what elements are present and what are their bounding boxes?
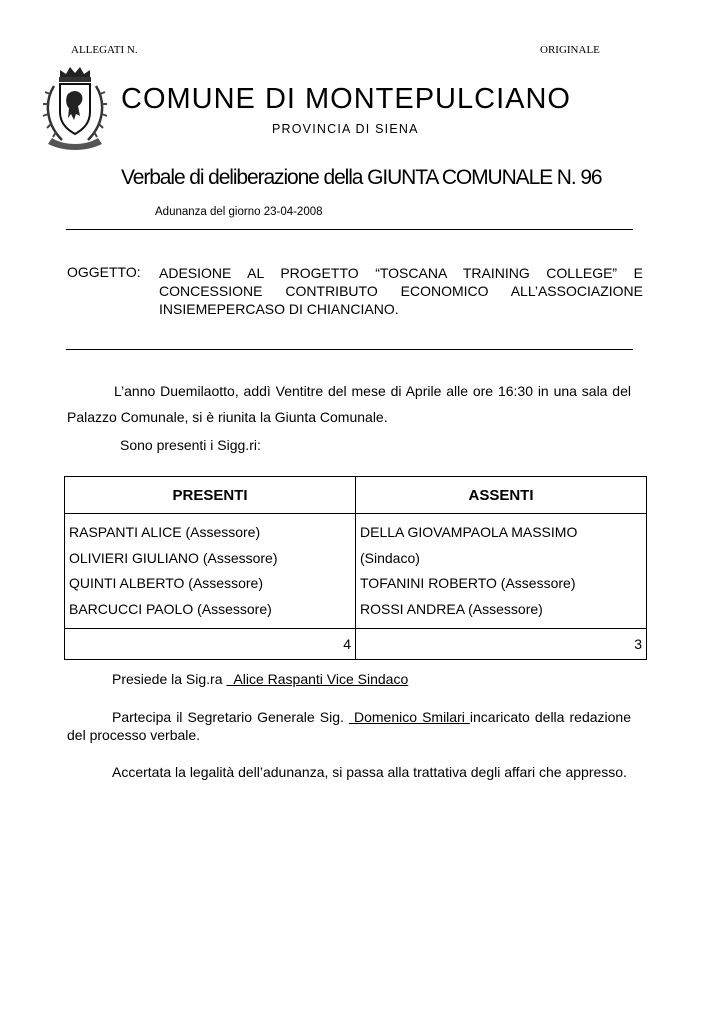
presenti-header: PRESENTI — [65, 477, 356, 514]
table-row — [65, 514, 647, 629]
province-subtitle: PROVINCIA DI SIENA — [272, 122, 419, 136]
meeting-intro-paragraph: L’anno Duemilaotto, addì Ventitre del mese di Aprile alle ore 16:30 in una sala del Palazzo Comunale, si è riunita la Giunta Comunale. — [67, 383, 631, 425]
secretary-suffix: incaricato della redazione del processo verbale. — [67, 709, 631, 743]
secretary-prefix: Partecipa il Segretario Generale Sig. — [112, 709, 349, 725]
divider — [66, 349, 633, 350]
attendance-table — [64, 476, 647, 660]
presiding-line — [112, 671, 408, 687]
list-item: TOFANINI ROBERTO (Assessore) — [360, 575, 576, 591]
divider — [66, 229, 633, 230]
originale-label: ORIGINALE — [540, 44, 600, 56]
presenti-count: 4 — [65, 629, 356, 660]
montepulciano-crest-icon — [42, 64, 108, 152]
attendees-intro: Sono presenti i Sigg.ri: — [120, 437, 261, 453]
presiding-prefix: Presiede la Sig.ra — [112, 671, 227, 687]
subject-label: OGGETTO: — [67, 264, 141, 280]
list-item: BARCUCCI PAOLO (Assessore) — [69, 600, 272, 617]
secretary-paragraph — [67, 708, 631, 744]
subject-text: ADESIONE AL PROGETTO “TOSCANA TRAINING COLLEGE” E CONCESSIONE CONTRIBUTO ECONOMICO ALL’ASSOCIAZIONE INSIEMEPERCASO DI CHIANCIANO. — [159, 265, 643, 317]
list-item: RASPANTI ALICE (Assessore) — [69, 524, 261, 540]
municipality-title: COMUNE DI MONTEPULCIANO — [121, 83, 571, 115]
assenti-list — [356, 514, 647, 629]
presenti-list — [65, 514, 356, 629]
list-item: ROSSI ANDREA (Assessore) — [360, 600, 543, 617]
table-row — [65, 629, 647, 660]
list-item: DELLA GIOVAMPAOLA MASSIMO — [360, 524, 578, 540]
list-item: QUINTI ALBERTO (Assessore) — [69, 575, 263, 591]
meeting-date: Adunanza del giorno 23-04-2008 — [155, 206, 323, 218]
assenti-header: ASSENTI — [356, 477, 647, 514]
table-header-row — [65, 477, 647, 514]
allegati-label: ALLEGATI N. — [71, 44, 138, 56]
secretary-name: Domenico Smilari — [348, 709, 470, 725]
deliberation-title: Verbale di deliberazione della GIUNTA COMUNALE N. 96 — [121, 166, 602, 189]
assenti-count: 3 — [356, 629, 647, 660]
presiding-name: Alice Raspanti Vice Sindaco — [226, 671, 409, 687]
list-item: OLIVIERI GIULIANO (Assessore) — [69, 549, 278, 566]
legality-paragraph: Accertata la legalità dell’adunanza, si passa alla trattativa degli affari che appresso. — [112, 764, 627, 780]
list-item: (Sindaco) — [360, 549, 420, 566]
